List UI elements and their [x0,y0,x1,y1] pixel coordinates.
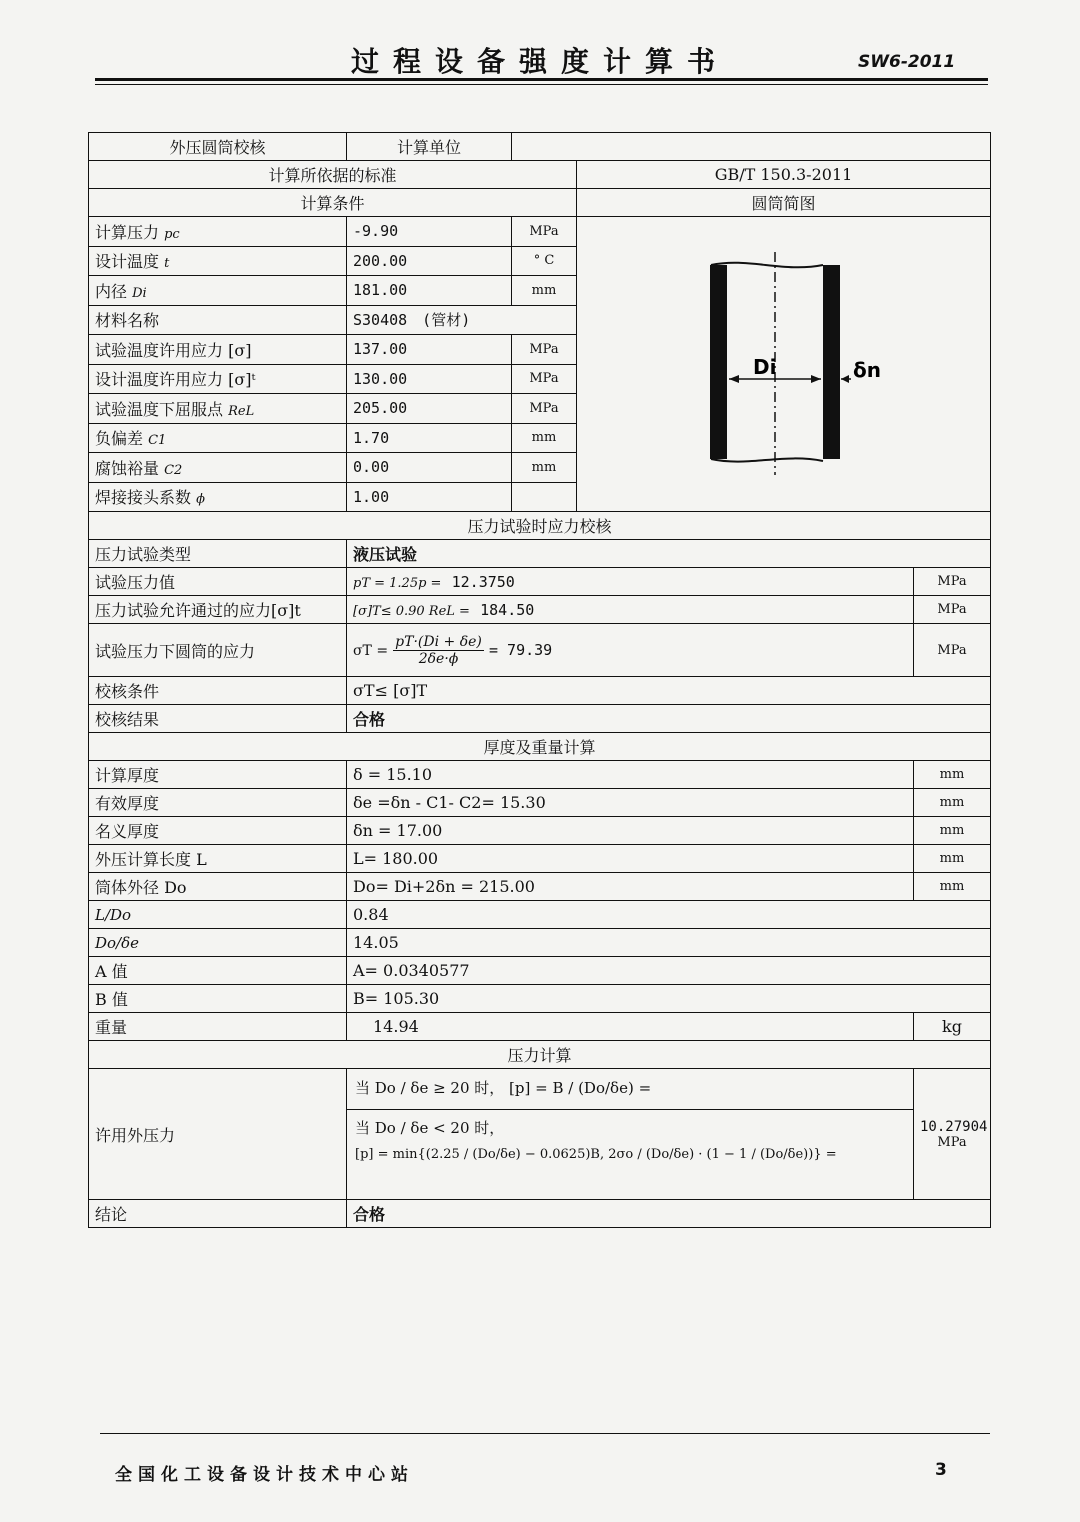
thickness-unit: mm [914,789,991,817]
thickness-value: Do= Di+2δn = 215.00 [347,873,914,901]
figure-label: 圆筒简图 [577,189,991,217]
test-pressure-label: 试验压力值 [89,568,347,596]
condition-label: 试验温度许用应力 [σ] [89,335,347,365]
ratio-value: 0.84 [347,901,991,929]
thickness-label: 名义厚度 [89,817,347,845]
table-row [89,1013,991,1041]
weight-label: 重量 [89,1013,347,1041]
condition-value: 1.70 [347,423,512,453]
condition-label: 腐蚀裕量 C2 [89,453,347,483]
condition-unit [512,482,577,512]
formula-line-3: [p] = min{(2.25 / (Do/δe) − 0.0625)B, 2σo / (Do/δe) · (1 − 1 / (Do/δe))} = [355,1147,837,1162]
formula-line-2: 当 Do / δe < 20 时， [355,1119,505,1137]
allow-pressure-unit: 10.27904 MPa [914,1069,991,1200]
table-row [89,845,991,873]
b-value-label: B 值 [89,985,347,1013]
allow-pressure-formulas [347,1069,914,1200]
conditions-label: 计算条件 [89,189,577,217]
formula-line-1: 当 Do / δe ≥ 20 时， [p] = B / (Do/δe) = [355,1079,652,1097]
condition-value: 137.00 [347,335,512,365]
thickness-label: 计算厚度 [89,761,347,789]
thickness-value: δ = 15.10 [347,761,914,789]
thickness-unit: mm [914,873,991,901]
test-stress-value: σT = $\frac{pT\cdot(Di + \delta e)}{2\delta e\cdot\phi}$ = 79.39 [347,624,914,677]
standard-label: 计算所依据的标准 [89,161,577,189]
condition-unit: ° C [512,246,577,276]
thickness-label: 外压计算长度 L [89,845,347,873]
a-value: A= 0.0340577 [347,957,991,985]
cylinder-diagram [583,217,991,507]
allow-stress-label: 压力试验允许通过的应力[σ]t [89,596,347,624]
table-row [89,817,991,845]
table-row [89,540,991,568]
allow-stress-unit: MPa [914,596,991,624]
check-result-label: 校核结果 [89,705,347,733]
left-wall [711,265,727,459]
page-number: 3 [935,1460,947,1480]
thickness-value: δn = 17.00 [347,817,914,845]
header-rule-thin [95,84,988,85]
thickness-label: 筒体外径 Do [89,873,347,901]
condition-unit: MPa [512,394,577,424]
check-name: 外压圆筒校核 [89,133,347,161]
condition-value: 181.00 [347,276,512,306]
calc-unit-value [512,133,991,161]
footer-organization: 全国化工设备设计技术中心站 [115,1465,414,1485]
test-type-value: 液压试验 [347,540,991,568]
section-header [89,1041,991,1069]
table-row [89,596,991,624]
conclusion-value: 合格 [347,1200,991,1228]
condition-label: 试验温度下屈服点 ReL [89,394,347,424]
condition-value: 1.00 [347,482,512,512]
a-value-label: A 值 [89,957,347,985]
table-row [89,1200,991,1228]
table-row [89,161,991,189]
test-stress-label: 试验压力下圆筒的应力 [89,624,347,677]
table-row [89,901,991,929]
table-row [89,929,991,957]
condition-value: 0.00 [347,453,512,483]
test-type-label: 压力试验类型 [89,540,347,568]
thickness-unit: mm [914,817,991,845]
header-rule [95,78,988,81]
condition-unit: MPa [512,364,577,394]
section-header [89,733,991,761]
table-row [89,133,991,161]
weight-value: 14.94 [347,1013,914,1041]
condition-label: 焊接接头系数 ϕ [89,482,347,512]
ratio-label: Do/δe [89,929,347,957]
condition-label: 材料名称 [89,305,347,335]
test-section-title: 压力试验时应力校核 [89,512,991,540]
condition-unit: mm [512,453,577,483]
condition-label: 负偏差 C1 [89,423,347,453]
calculation-table [88,132,991,1228]
cylinder-figure-cell [577,217,991,512]
table-row [89,789,991,817]
thickness-unit: mm [914,845,991,873]
di-label: Di [753,355,777,379]
condition-value: -9.90 [347,217,512,247]
calc-unit-label: 计算单位 [347,133,512,161]
thickness-value: δe =δn - C1- C2= 15.30 [347,789,914,817]
condition-label: 计算压力 pc [89,217,347,247]
footer-rule [100,1433,990,1434]
thickness-unit: mm [914,761,991,789]
allow-pressure-label: 许用外压力 [89,1069,347,1200]
table-row [89,761,991,789]
ratio-value: 14.05 [347,929,991,957]
table-row [89,624,991,677]
table-row [89,957,991,985]
document-title: 过程设备强度计算书 [350,45,729,78]
thickness-label: 有效厚度 [89,789,347,817]
test-stress-unit: MPa [914,624,991,677]
test-pressure-unit: MPa [914,568,991,596]
table-row [89,217,991,247]
thickness-section-title: 厚度及重量计算 [89,733,991,761]
table-row [89,568,991,596]
condition-label: 设计温度 t [89,246,347,276]
conclusion-label: 结论 [89,1200,347,1228]
ratio-label: L/Do [89,901,347,929]
condition-label: 设计温度许用应力 [σ]ᵗ [89,364,347,394]
check-cond-value: σT≤ [σ]T [347,677,991,705]
weight-unit: kg [914,1013,991,1041]
condition-unit: mm [512,423,577,453]
software-code: SW6-2011 [858,52,956,72]
condition-unit: MPa [512,335,577,365]
condition-unit: mm [512,276,577,306]
table-row [89,1069,991,1200]
b-value: B= 105.30 [347,985,991,1013]
condition-value: 200.00 [347,246,512,276]
table-row [89,705,991,733]
condition-label: 内径 Di [89,276,347,306]
check-result-value: 合格 [347,705,991,733]
condition-value: 205.00 [347,394,512,424]
pressure-section-title: 压力计算 [89,1041,991,1069]
stress-fraction: $\frac{pT\cdot(Di + \delta e)}{2\delta e\cdot\phi}$ [395,633,482,667]
right-wall [823,265,839,459]
condition-value: 130.00 [347,364,512,394]
thickness-value: L= 180.00 [347,845,914,873]
table-row [89,873,991,901]
standard-value: GB/T 150.3-2011 [577,161,991,189]
allow-pressure-value: 10.27904 [920,1118,988,1135]
test-pressure-value: pT = 1.25p = 12.3750 [347,568,914,596]
allow-stress-value: [σ]T≤ 0.90 ReL = 184.50 [347,596,914,624]
check-cond-label: 校核条件 [89,677,347,705]
section-header [89,512,991,540]
table-row [89,189,991,217]
condition-value: S30408 (管材) [347,305,577,335]
condition-unit: MPa [512,217,577,247]
table-row [89,677,991,705]
dn-label: δn [853,358,881,382]
table-row [89,985,991,1013]
